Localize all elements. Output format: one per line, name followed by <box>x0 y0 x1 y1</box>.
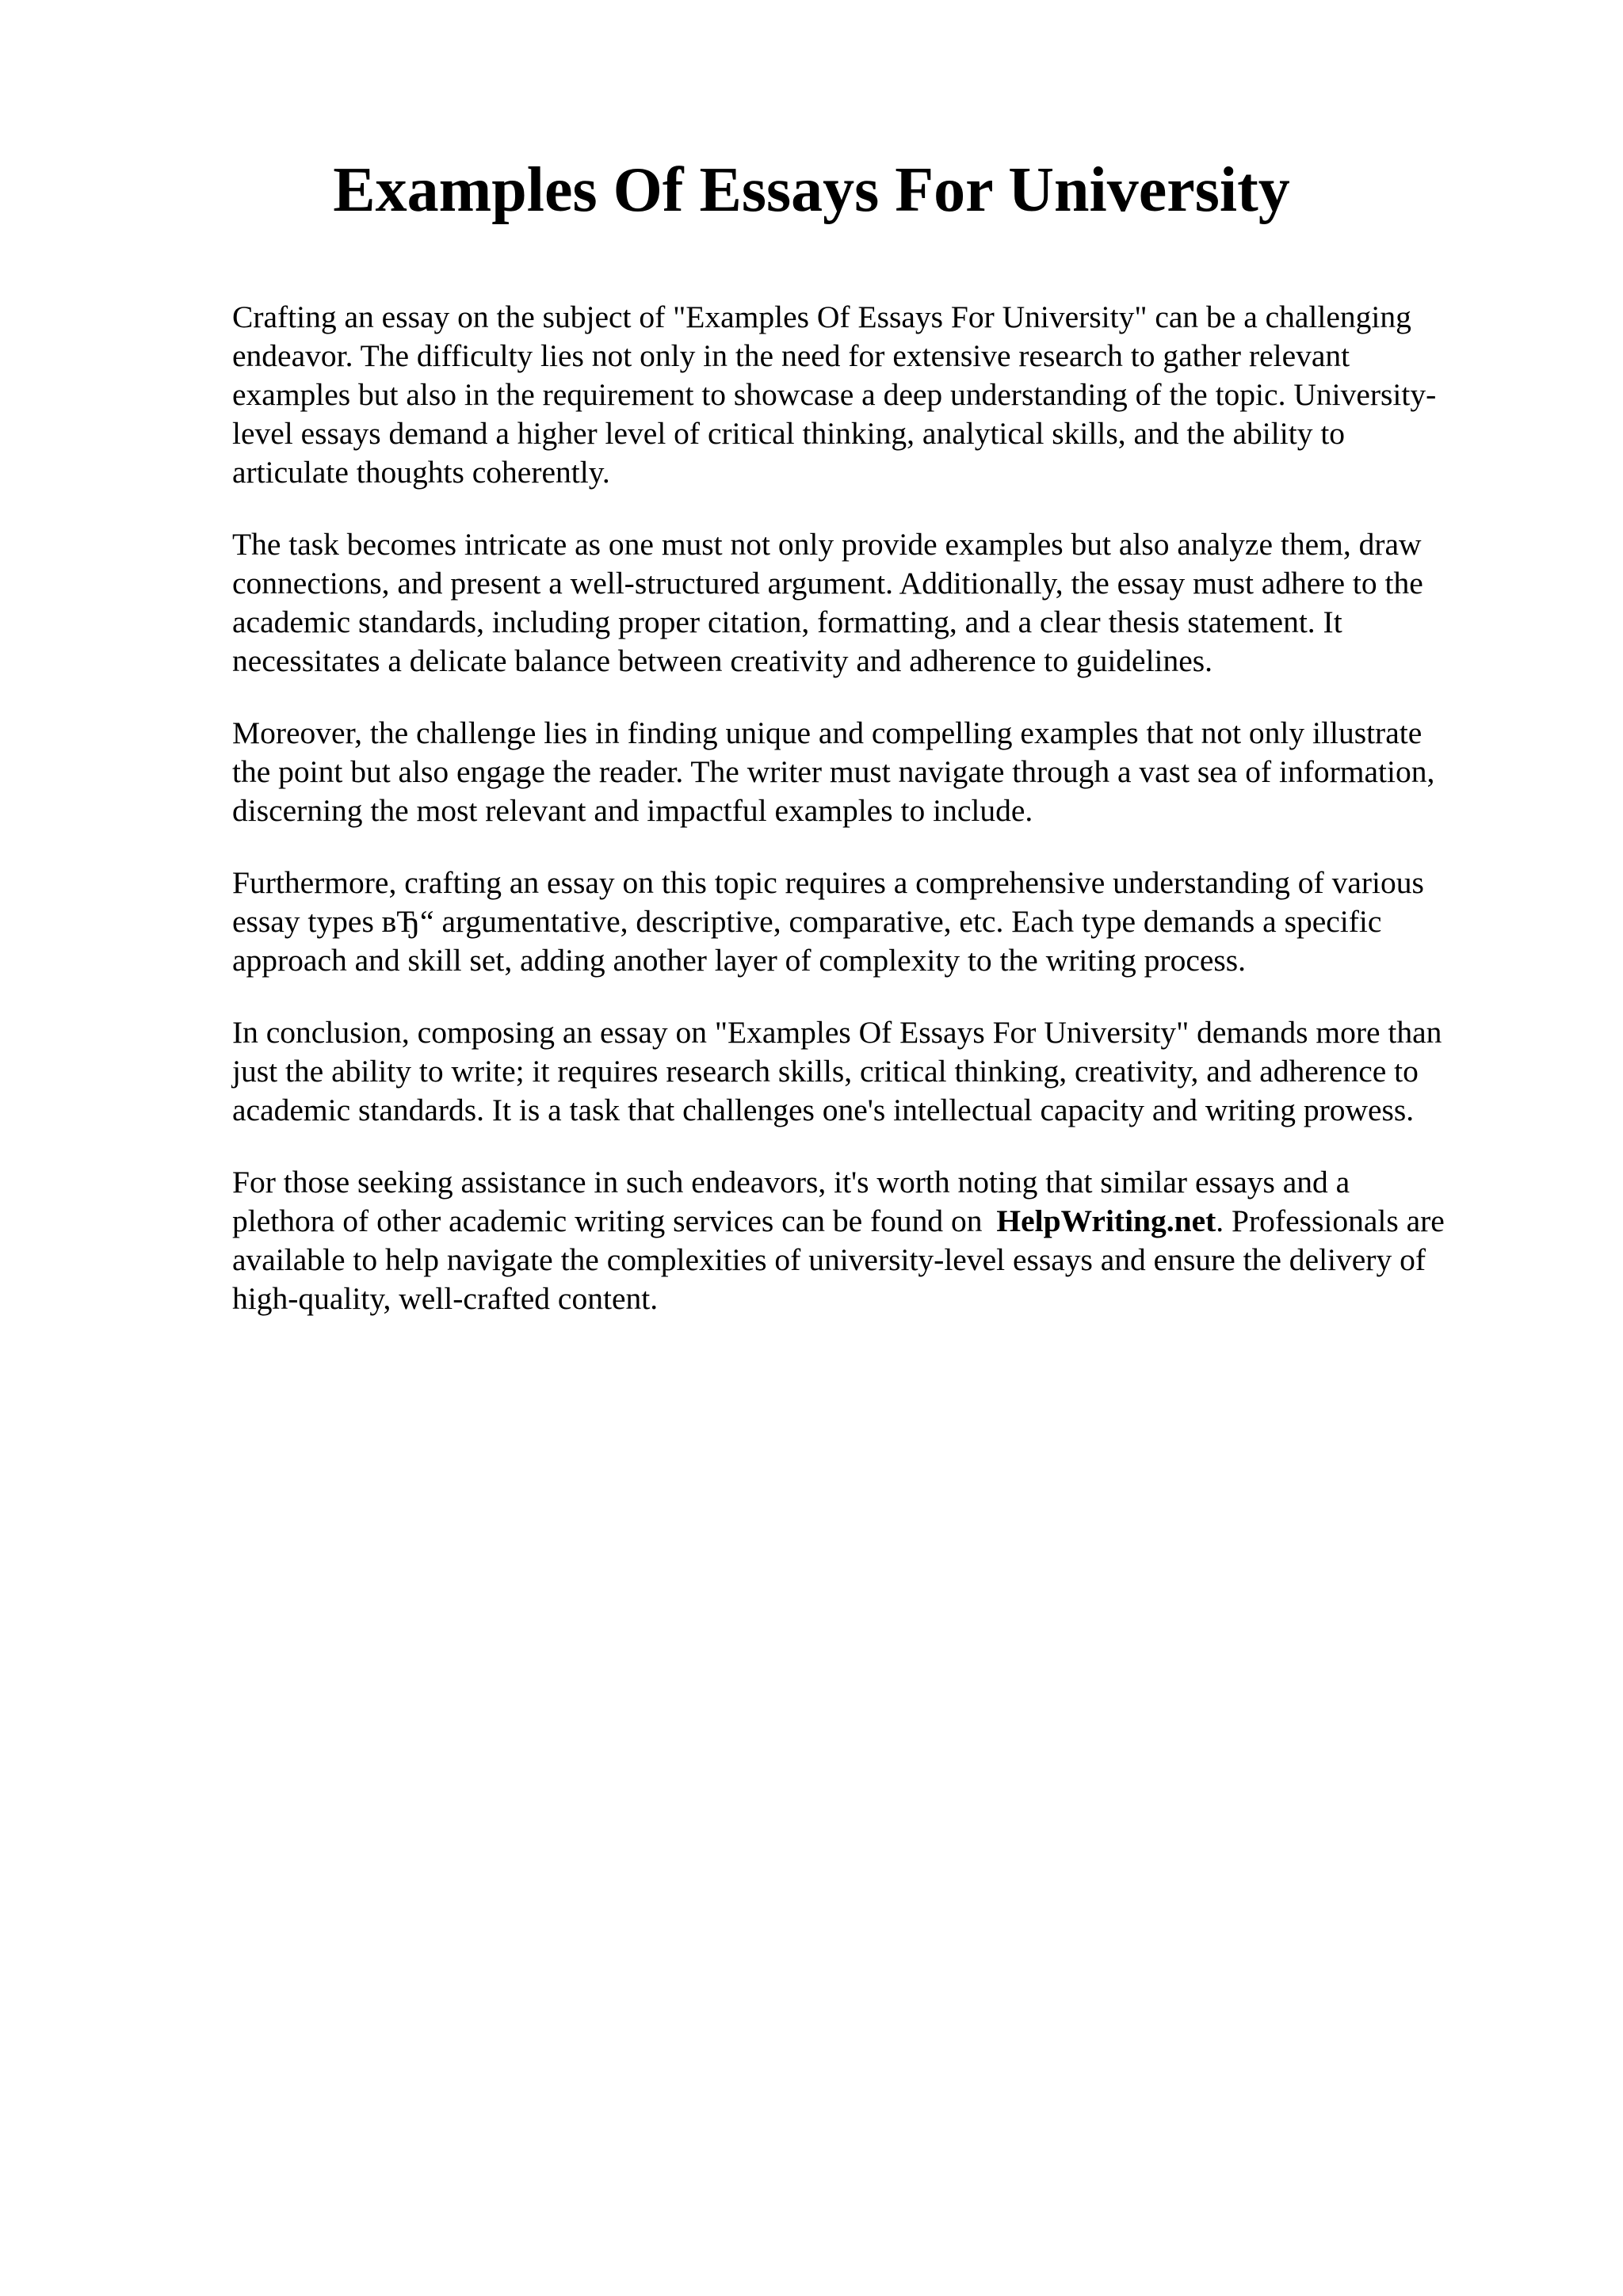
paragraph-1 <box>232 298 1532 492</box>
text-line: For those seeking assistance in such endeavors, it's worth noting that similar essays and a <box>232 1165 1350 1199</box>
text-line: connections, and present a well-structured argument. Additionally, the essay must adhere to the <box>232 566 1423 601</box>
paragraph-5 <box>232 1013 1532 1130</box>
text-line: available to help navigate the complexities of university-level essays and ensure the delivery of <box>232 1242 1426 1277</box>
paragraph-4 <box>232 864 1532 980</box>
helpwriting-link[interactable]: HelpWriting.net <box>996 1203 1216 1238</box>
text-line: Crafting an essay on the subject of "Examples Of Essays For University" can be a challenging <box>232 299 1411 334</box>
text-line: necessitates a delicate balance between creativity and adherence to guidelines. <box>232 643 1213 678</box>
document-body <box>232 298 1532 1352</box>
text-line: discerning the most relevant and impactful examples to include. <box>232 793 1033 828</box>
text-line: The task becomes intricate as one must not only provide examples but also analyze them, draw <box>232 527 1422 562</box>
text-line: endeavor. The difficulty lies not only in the need for extensive research to gather relevant <box>232 338 1350 373</box>
text-line: articulate thoughts coherently. <box>232 455 610 490</box>
text-line: just the ability to write; it requires research skills, critical thinking, creativity, and adherence to <box>232 1054 1419 1089</box>
text-line: academic standards. It is a task that challenges one's intellectual capacity and writing prowess. <box>232 1093 1415 1127</box>
text-line: high-quality, well-crafted content. <box>232 1281 659 1316</box>
text-line: Furthermore, crafting an essay on this topic requires a comprehensive understanding of various <box>232 865 1424 900</box>
text-line: academic standards, including proper citation, formatting, and a clear thesis statement. It <box>232 605 1342 639</box>
paragraph-2 <box>232 525 1532 681</box>
text-line: the point but also engage the reader. The writer must navigate through a vast sea of information, <box>232 754 1435 789</box>
text-segment: plethora of other academic writing services can be found on <box>232 1203 991 1238</box>
paragraph-3 <box>232 714 1532 830</box>
text-segment: . Professionals are <box>1216 1203 1445 1238</box>
text-line-with-link <box>232 1202 1532 1241</box>
document-title: Examples Of Essays For University <box>333 155 1290 225</box>
text-line: essay types вЂ“ argumentative, descriptive, comparative, etc. Each type demands a specific <box>232 904 1382 939</box>
text-line: Moreover, the challenge lies in finding unique and compelling examples that not only illustrate <box>232 715 1423 750</box>
text-line: level essays demand a higher level of critical thinking, analytical skills, and the ability to <box>232 416 1346 451</box>
paragraph-6 <box>232 1163 1532 1318</box>
text-line: examples but also in the requirement to showcase a deep understanding of the topic. University- <box>232 377 1437 412</box>
text-line: approach and skill set, adding another layer of complexity to the writing process. <box>232 943 1247 978</box>
text-line: In conclusion, composing an essay on "Examples Of Essays For University" demands more than <box>232 1015 1442 1050</box>
